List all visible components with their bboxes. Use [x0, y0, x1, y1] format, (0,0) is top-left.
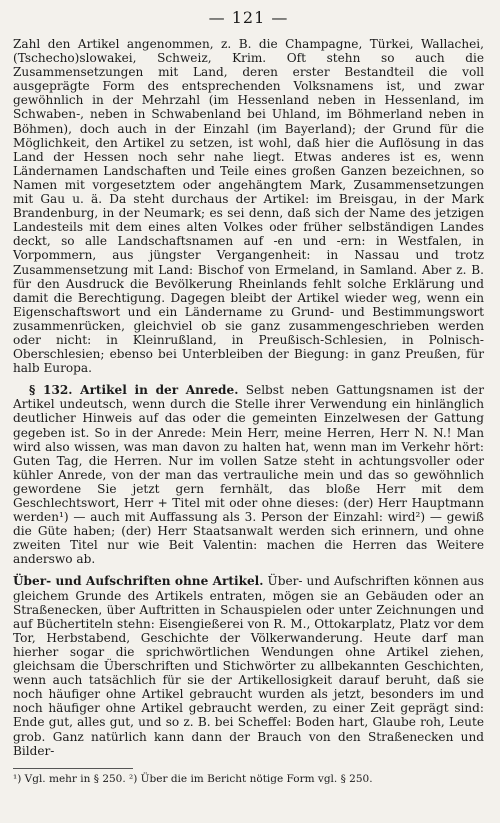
- footnotes: ¹) Vgl. mehr in § 250. ²) Über die im Bericht nötige Form vgl. § 250.: [13, 772, 373, 785]
- section-132: [13, 383, 484, 566]
- section-inscriptions-heading: Über- und Aufschriften ohne Artikel.: [13, 574, 264, 589]
- section-inscriptions: [13, 574, 484, 757]
- page-number: — 121 —: [208, 8, 289, 27]
- paragraph-country-names: Zahl den Artikel angenommen, z. B. die Champagne, Türkei, Wallachei, (Tschecho)slowakei, Schweiz, Krim. Oft stehn so auch die Zusammensetzungen mit Land, deren erster Bestandteil die voll ausgeprägte Form des entsprechenden Volksnamens ist, und zwar gewöhnlich in der Mehrzahl (im Hessenland neben in Hessenland, im Schwaben-, neben in Schwabenland bei Uhland, im Böhmerland neben in Böhmen), doch auch in der Einzahl (im Bayerland); der Grund für die Möglichkeit, den Artikel zu setzen, ist wohl, daß hier die Auflösung in das Land der Hessen noch sehr nahe liegt. Etwas anderes ist es, wenn Ländernamen Landschaften und Teile eines großen Ganzen bezeichnen, so Namen mit vorgesetztem oder angehängtem Mark, Zusammensetzungen mit Gau u. ä. Da steht durchaus der Artikel: im Breisgau, in der Mark Brandenburg, in der Neumark; es sei denn, daß sich der Name des jetzigen Landesteils mit dem eines alten Volkes oder früher selbständigen Landes deckt, so alle Landschaftsnamen auf -en und -ern: in Westfalen, in Vorpommern, aus jüngster Vergangenheit: in Nassau und trotz Zusammensetzung mit Land: Bischof von Ermeland, in Samland. Aber z. B. für den Ausdruck die Bevölkerung Rheinlands fehlt solche Erklärung und damit die Berechtigung. Dagegen bleibt der Artikel wieder weg, wenn ein Eigenschaftswort und ein Ländername zu Grund- und Bestimmungswort zusammenrücken, gleichviel ob sie ganz zusammengeschrieben werden oder nicht: in Kleinrußland, in Preußisch-Schlesien, in Polnisch-Oberschlesien; ebenso bei Unterbleiben der Biegung: in ganz Preußen, für halb Europa.: [13, 37, 484, 376]
- section-132-heading: § 132. Artikel in der Anrede.: [29, 383, 239, 398]
- section-132-text: Selbst neben Gattungsnamen ist der Artikel undeutsch, wenn durch die Stelle ihrer Verwendung ein hinlänglich deutlicher Hinweis auf das oder die gemeinten Einzelwesen der Gattung gegeben ist. So in der Anrede: Mein Herr, meine Herren, Herr N. N.! Man wird also wissen, was man davon zu halten hat, wenn man im Verkehr hört: Guten Tag, die Herren. Nur im vollen Satze steht in achtungsvoller oder kühler Anrede, von der man das vertrauliche mein und das so gewöhnlich gewordene Sie jetzt gern fernhält, das bloße Herr mit dem Geschlechtswort, Herr + Titel mit oder ohne dieses: (der) Herr Hauptmann werden¹) — auch mit Auffassung als 3. Person der Einzahl: wird²) — gewiß die Güte haben; (der) Herr Staatsanwalt werden sich erinnern, und ohne zweiten Titel nur wie Beit Valentin: machen die Herren das Weitere anderswo ab.: [13, 383, 484, 567]
- footnote-divider: [13, 768, 133, 769]
- section-inscriptions-text: Über- und Aufschriften können aus gleichem Grunde des Artikels entraten, mögen sie an Gebäuden oder an Straßenecken, über Auftritten in Schauspielen oder unter Zeichnungen und auf Büchertiteln stehn: Eisengießerei von R. M., Ottokarplatz, Platz vor dem Tor, Herbstabend, Geschichte der Völkerwanderung. Heute darf man hierher sogar die sprichwörtlichen Wendungen ohne Artikel ziehen, gleichsam die Überschriften und Stichwörter zu allbekannten Geschichten, wenn auch tatsächlich für sie der Artikellosigkeit darauf beruht, daß sie noch häufiger ohne Artikel gebraucht wurden als jetzt, besonders im und noch häufiger ohne Artikel gebraucht werden, zu einer Zeit geprägt sind: Ende gut, alles gut, und so z. B. bei Scheffel: Boden hart, Glaube roh, Leute grob. Ganz natürlich kann dann der Brauch von den Straßenecken und Bilder-: [13, 574, 484, 758]
